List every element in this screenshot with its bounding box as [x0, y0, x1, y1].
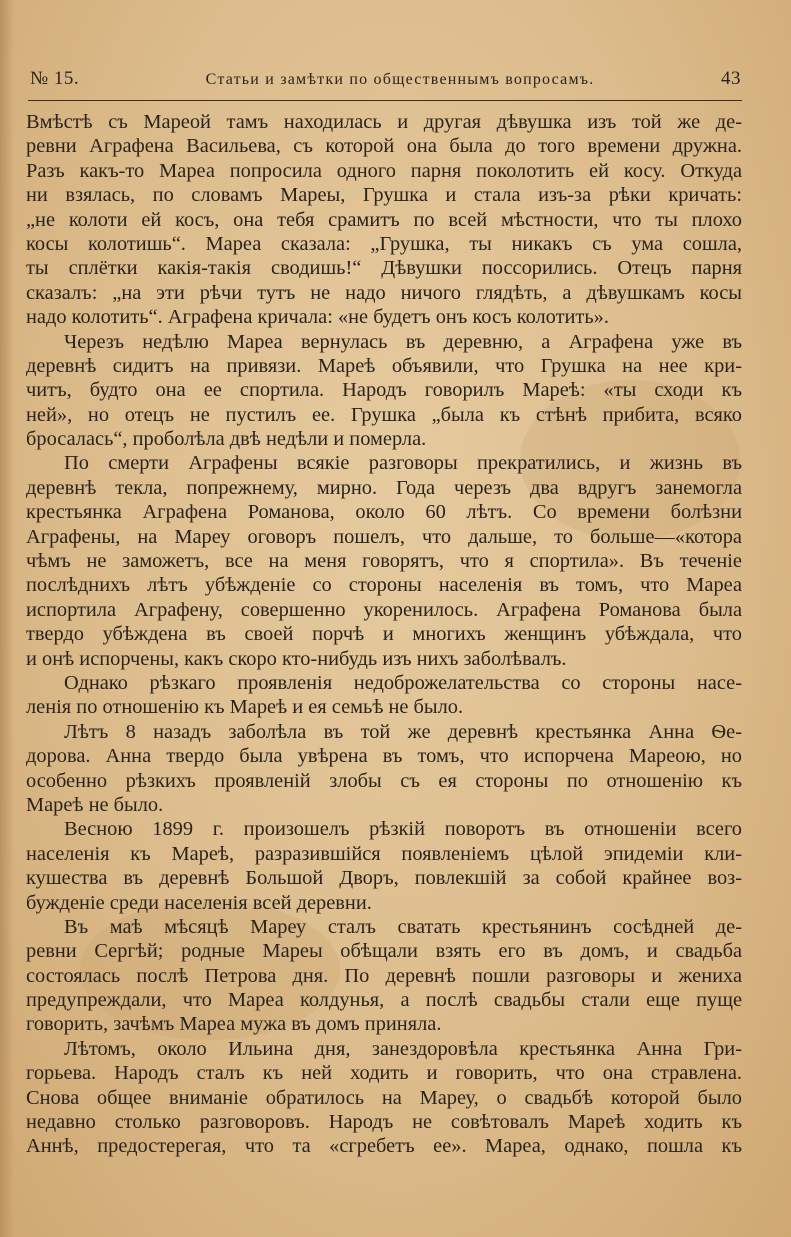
text-line: бросалась“, проболѣла двѣ недѣли и померла.: [26, 428, 427, 451]
issue-number: № 15.: [30, 68, 80, 89]
text-line: Разъ какъ-то Мареа попросила одного парня поколотить ей косу. Откуда: [26, 159, 742, 182]
text-line: ревни Сергѣй; родные Мареы обѣщали взять его въ домъ, и свадьба: [26, 940, 742, 963]
section-title: Статьи и замѣтки по общественнымъ вопросамъ.: [205, 71, 595, 88]
text-line: дорова. Анна твердо была увѣрена въ томъ, что испорчена Мареою, но: [26, 745, 742, 768]
text-line: деревнѣ сидитъ на привязи. Мареѣ объявили, что Грушка на нее кри-: [26, 354, 742, 377]
text-line: читъ, будто она ее спортила. Народъ говорилъ Мареѣ: «ты сходи къ: [26, 379, 742, 402]
text-line: испортила Аграфену, совершенно укоренилось. Аграфена Романова была: [26, 598, 742, 621]
text-line: чѣмъ не заможетъ, все на меня говорятъ, что я спортила». Въ теченіе: [26, 550, 742, 573]
text-line: Снова общее вниманіе обратилось на Мареу, о свадьбѣ которой было: [26, 1086, 742, 1109]
text-line: ни взялась, по словамъ Мареы, Грушка и стала изъ-за рѣки кричать:: [26, 184, 742, 207]
body-text: [26, 110, 742, 1159]
text-line: Мареѣ не было.: [26, 793, 164, 816]
text-line: состоялась послѣ Петрова дня. По деревнѣ пошли разговоры и жениха: [26, 964, 742, 987]
text-line: ты сплётки какія-такія сводишь!“ Дѣвушки поссорились. Отецъ парня: [26, 257, 742, 280]
text-line: недавно столько разговоровъ. Народъ не совѣтовалъ Мареѣ ходить къ: [26, 1111, 742, 1134]
text-line: Вмѣстѣ съ Мареой тамъ находилась и другая дѣвушка изъ той же де-: [26, 111, 742, 133]
text-line: По смерти Аграфены всякіе разговоры прекратились, и жизнь въ: [64, 452, 742, 475]
text-line: особенно рѣзкихъ проявленій злобы съ ея стороны по отношенію къ: [26, 769, 742, 792]
text-line: Аграфены, на Мареу оговоръ пошелъ, что дальше, то больше—«котора: [26, 525, 742, 548]
text-line: Черезъ недѣлю Мареа вернулась въ деревню, а Аграфена уже въ: [64, 330, 742, 353]
text-line: предупреждали, что Мареа колдунья, а послѣ свадьбы стали еще пуще: [26, 989, 742, 1012]
text-line: Лѣтъ 8 назадъ заболѣла въ той же деревнѣ крестьянка Анна Ѳе-: [64, 720, 742, 743]
text-line: сказалъ: „на эти рѣчи тутъ не надо ничого глядѣть, а дѣвушкамъ косы: [26, 281, 742, 304]
text-line: горьева. Народъ сталъ къ ней ходить и говорить, что она стравлена.: [26, 1062, 742, 1085]
text-line: косы колотишь“. Мареа сказала: „Грушка, ты никакъ съ ума сошла,: [26, 232, 742, 255]
text-line: послѣднихъ лѣтъ убѣжденіе со стороны населенія въ томъ, что Мареа: [26, 574, 742, 597]
text-line: населенія къ Мареѣ, разразившійся появленіемъ цѣлой эпидеміи кли-: [26, 842, 742, 865]
page-number: 43: [720, 68, 741, 89]
header-rule: [28, 100, 742, 101]
text-line: Лѣтомъ, около Ильина дня, занездоровѣла крестьянка Анна Гри-: [64, 1037, 742, 1060]
text-line: крестьянка Аграфена Романова, около 60 лѣтъ. Со времени болѣзни: [26, 501, 742, 524]
page-binding-shadow: [0, 0, 14, 1237]
text-line: надо колотить“. Аграфена кричала: «не будетъ онъ косъ колотить».: [26, 306, 609, 329]
text-line: деревнѣ текла, попрежнему, мирно. Года черезъ два вдругъ занемогла: [26, 476, 742, 499]
text-line: твердо убѣждена въ своей порчѣ и многихъ женщинъ убѣждала, что: [26, 623, 742, 646]
text-line: ленія по отношенію къ Мареѣ и ея семьѣ не было.: [26, 696, 464, 719]
text-line: ней», но отецъ не пустилъ ее. Грушка „была къ стѣнѣ прибита, всяко: [26, 403, 742, 426]
text-line: Весною 1899 г. произошелъ рѣзкій поворотъ въ отношеніи всего: [64, 818, 742, 841]
text-line: бужденіе среди населенія всей деревни.: [26, 891, 372, 914]
text-line: „не колоти ей косъ, она тебя срамитъ по всей мѣстности, что ты плохо: [26, 208, 742, 231]
text-line: кушества въ деревнѣ Большой Дворъ, повлекшій за собой крайнее воз-: [26, 867, 742, 890]
text-line: ревни Аграфена Васильева, съ которой она была до того времени дружна.: [26, 135, 742, 158]
running-header: [30, 68, 741, 98]
text-line: говорить, зачѣмъ Мареа мужа въ домъ приняла.: [26, 1013, 442, 1036]
text-line: Аннѣ, предостерегая, что та «сгребетъ ее». Мареа, однако, пошла къ: [26, 1135, 742, 1158]
text-line: Однако рѣзкаго проявленія недоброжелательства со стороны насе-: [64, 671, 742, 694]
text-line: Въ маѣ мѣсяцѣ Мареу сталъ сватать крестьянинъ сосѣдней де-: [64, 915, 742, 938]
text-line: и онѣ испорчены, какъ скоро кто-нибудь изъ нихъ заболѣвалъ.: [26, 647, 567, 670]
